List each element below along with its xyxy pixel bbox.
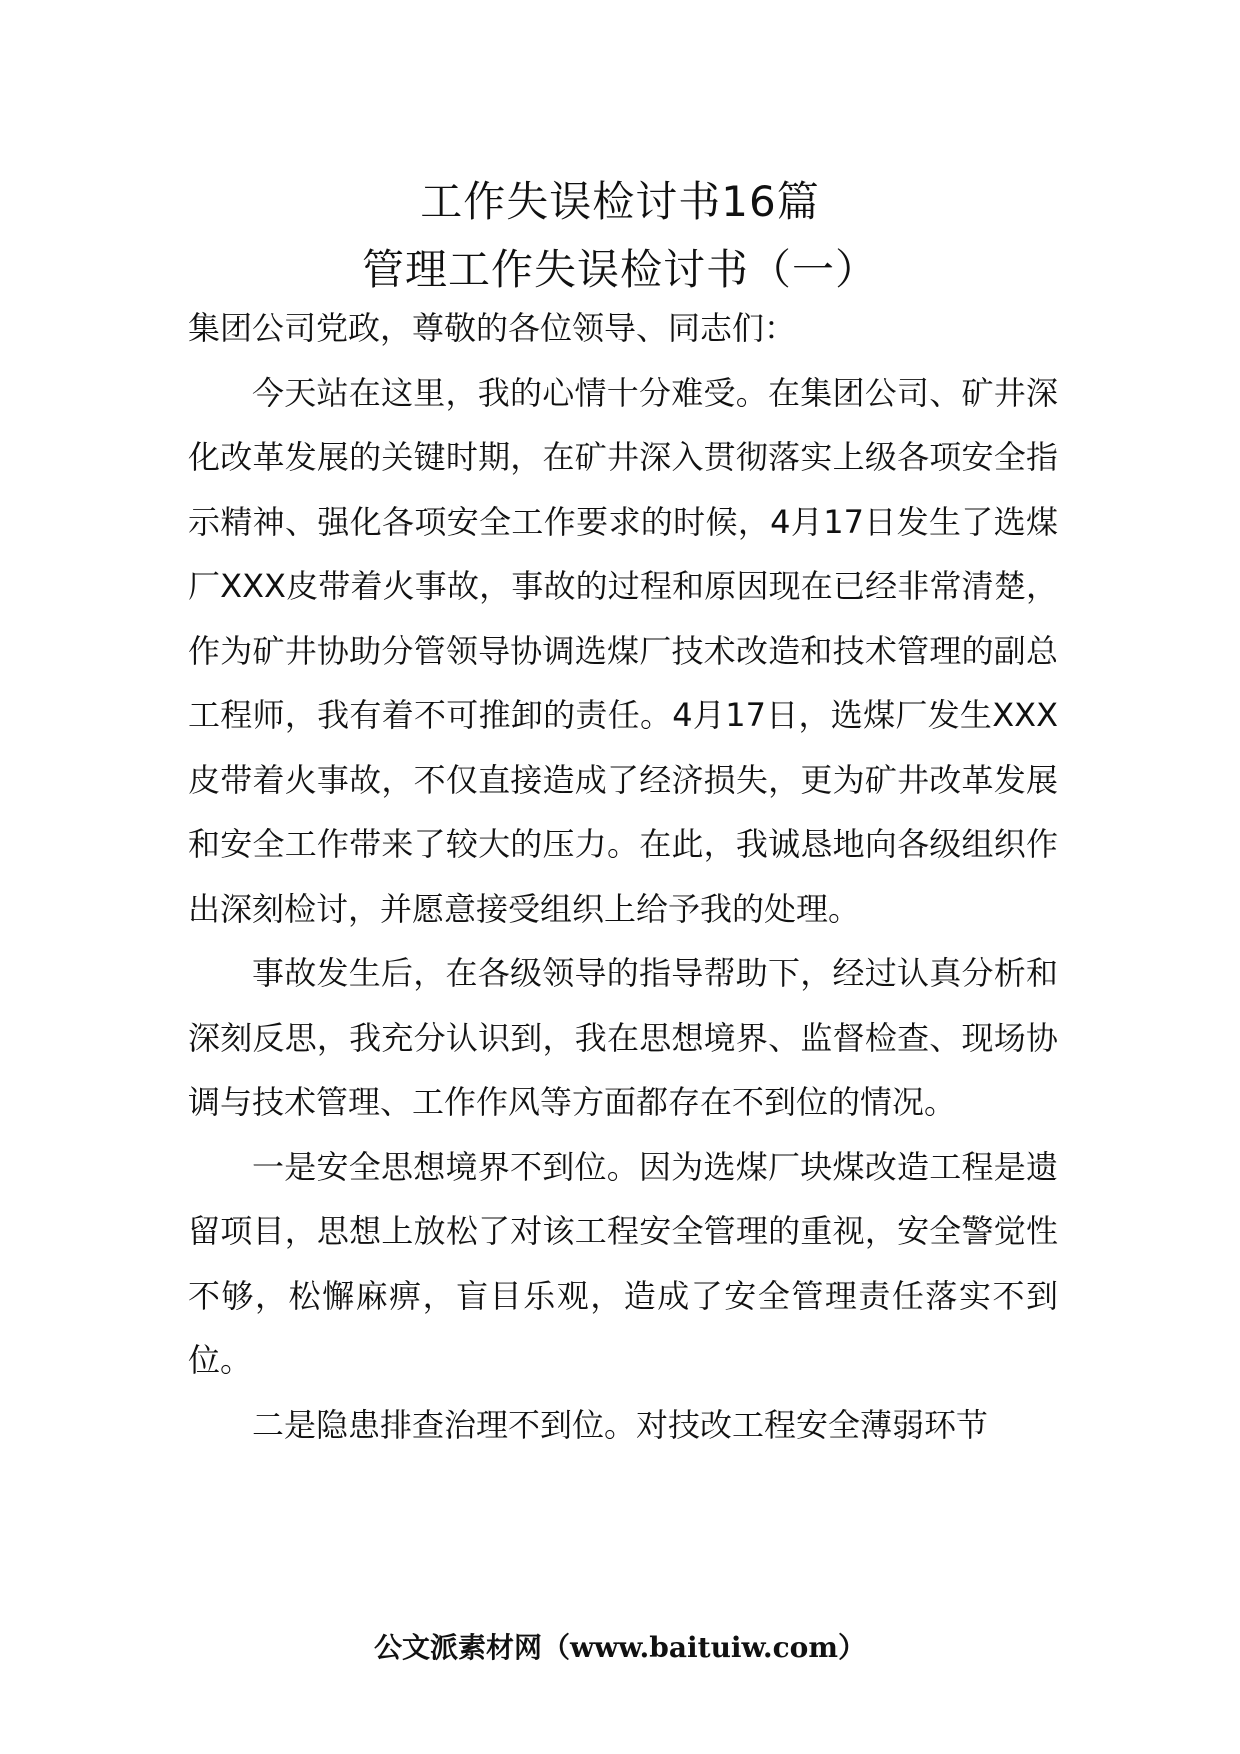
footer-watermark: 公文派素材网（www.baituiw.com） bbox=[374, 1631, 866, 1664]
paragraph-1: 今天站在这里，我的心情十分难受。在集团公司、矿井深化改革发展的关键时期，在矿井深入贯彻落实上级各项安全指示精神、强化各项安全工作要求的时候，4月17日发生了选煤厂XXX皮带着火事故，事故的过程和原因现在已经非常清楚，作为矿井协助分管领导协调选煤厂技术改造和技术管理的副总工程师，我有着不可推卸的责任。4月17日，选煤厂发生XXX皮带着火事故，不仅直接造成了经济损失，更为矿井改革发展和安全工作带来了较大的压力。在此，我诚恳地向各级组织作出深刻检讨，并愿意接受组织上给予我的处理。 bbox=[188, 373, 1058, 928]
paragraph-4: 二是隐患排查治理不到位。对技改工程安全薄弱环节 bbox=[252, 1405, 989, 1444]
paragraph-3: 一是安全思想境界不到位。因为选煤厂块煤改造工程是遗留项目，思想上放松了对该工程安全管理的重视，安全警觉性不够，松懈麻痹，盲目乐观，造成了安全管理责任落实不到位。 bbox=[188, 1147, 1058, 1379]
salutation: 集团公司党政，尊敬的各位领导、同志们： bbox=[188, 309, 797, 347]
document-title: 工作失误检讨书16篇 bbox=[420, 177, 820, 226]
document-subtitle: 管理工作失误检讨书（一） bbox=[361, 245, 878, 294]
title-block bbox=[0, 170, 1240, 302]
paragraph-2: 事故发生后，在各级领导的指导帮助下，经过认真分析和深刻反思，我充分认识到，我在思想境界、监督检查、现场协调与技术管理、工作作风等方面都存在不到位的情况。 bbox=[188, 954, 1058, 1121]
document-body bbox=[188, 296, 1058, 1457]
